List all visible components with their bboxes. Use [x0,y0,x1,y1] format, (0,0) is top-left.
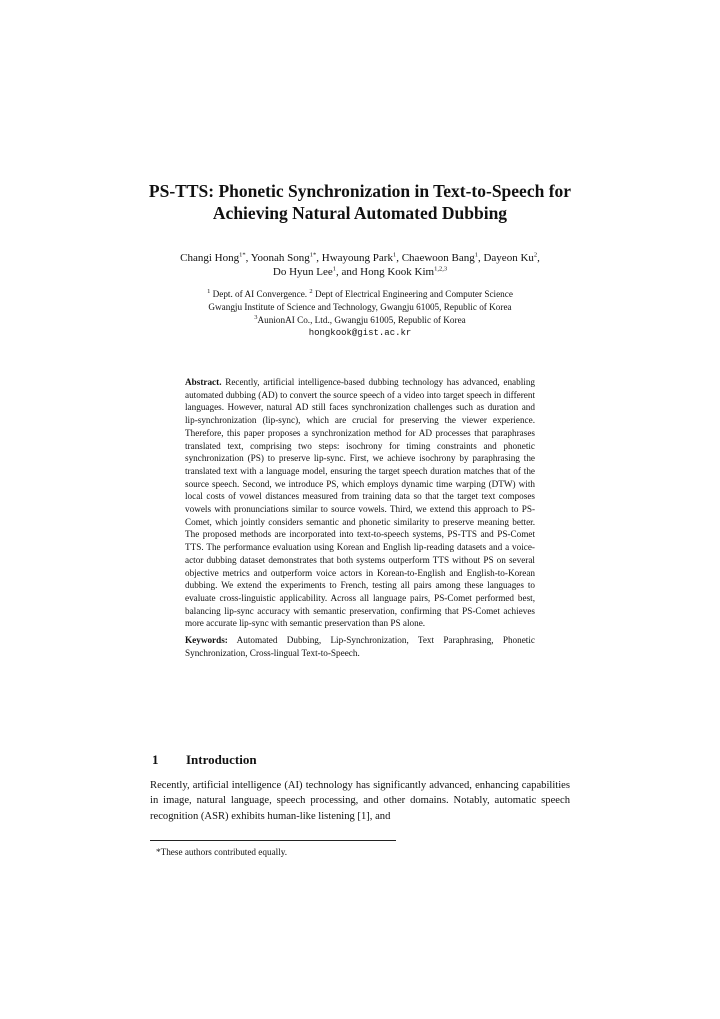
author-name: Hong Kook Kim [360,266,435,278]
author-name: Dayeon Ku [483,252,534,264]
affiliation-3: AunionAI Co., Ltd., Gwangju 61005, Republic of Korea [257,315,466,325]
affiliation-2-institute: Gwangju Institute of Science and Technology, Gwangju 61005, Republic of Korea [208,302,512,312]
author-name: Do Hyun Lee [272,266,333,278]
section-title: Introduction [186,752,257,767]
author-name: Changi Hong [180,252,240,264]
title-line-2: Achieving Natural Automated Dubbing [212,203,508,223]
author-affil-mark: 1* [239,251,246,259]
intro-text: Recently, artificial intelligence (AI) technology has significantly advanced, enhancing capabilities in image, natural language, speech processing, and other domains. Notably, automatic speech recognition (ASR) exhibits human-like listening [1], and [150,780,570,822]
paper-title [0,180,720,224]
affil-mark: 1 [207,287,211,295]
affiliations [0,288,720,340]
author-affil-mark: 1 [474,251,478,259]
author-affil-mark: 1 [392,251,397,259]
intro-paragraph [150,778,570,824]
author-name: Chaewoon Bang [401,252,475,264]
footnote: *These authors contributed equally. [156,847,288,857]
author-affil-mark: 1,2,3 [434,265,448,273]
keywords-text: Automated Dubbing, Lip-Synchronization, Text Paraphrasing, Phonetic Synchronization, Cross-lingual Text-to-Speech. [185,635,535,658]
section-heading [152,752,257,768]
keywords-label: Keywords: [185,635,228,646]
author-name: Yoonah Song [250,252,310,264]
author-affil-mark: 1 [332,265,337,273]
author-affil-mark: 1* [309,251,317,259]
affiliation-2: Dept of Electrical Engineering and Computer Science [314,289,513,299]
contact-email[interactable]: hongkook@gist.ac.kr [308,328,412,338]
footnote-divider [150,840,396,841]
abstract-label: Abstract. [185,377,222,387]
affil-mark: 3 [254,313,258,321]
affiliation-1: Dept. of AI Convergence. [212,289,308,299]
author-affil-mark: 2 [533,251,538,259]
title-line-1: PS-TTS: Phonetic Synchronization in Text-to-Speech for [148,181,572,201]
author-name: Hwayoung Park [321,252,393,264]
abstract [185,376,535,659]
abstract-text: Recently, artificial intelligence-based dubbing technology has advanced, enabling automated dubbing (AD) to convert the source speech of a video into target speech in different languages. However, natural AD still faces synchronization challenges such as duration and lip-synchronization (lip-sync), which are crucial for preserving the viewer experience. Therefore, this paper proposes a synchronization method for AD processes that paraphrases translated text, comprising two steps: isochrony for timing constraints and phonetic synchronization (PS) to preserve lip-sync. First, we achieve isochrony by paraphrasing the translated text with a language model, ensuring the target speech duration matches that of the source speech. Second, we introduce PS, which employs dynamic time warping (DTW) with local costs of vowel distances measured from training data so that the target text composes vowels with pronunciations similar to source vowels. Third, we extend this approach to PS-Comet, which jointly considers semantic and phonetic similarity to preserve meaning better. The proposed methods are incorporated into text-to-speech systems, PS-TTS and PS-Comet TTS. The performance evaluation using Korean and English lip-reading datasets and a voice-actor dubbing dataset demonstrates that both systems outperform TTS without PS on several objective metrics and outperform voice actors in Korean-to-English and English-to-Korean dubbing. We extend the experiments to French, testing all pairs among these languages to evaluate cross-linguistic applicability. Across all language pairs, PS-Comet performed best, balancing lip-sync accuracy with semantic preservation, confirming that PS-Comet achieves more accurate lip-sync with semantic preservation than PS alone. [185,377,536,629]
affil-mark: 2 [309,287,313,295]
section-number: 1 [152,752,159,767]
author-list: Changi Hong$^{1*}$, Yoonah Song$^{1*}$, Hwayoung Park$^1$, Chaewoon Bang$^1$, Dayeon Ku$^2$, Do Hyun Lee$^1$, and Hong Kook Kim$^{1,2,3}$ [180,251,540,278]
